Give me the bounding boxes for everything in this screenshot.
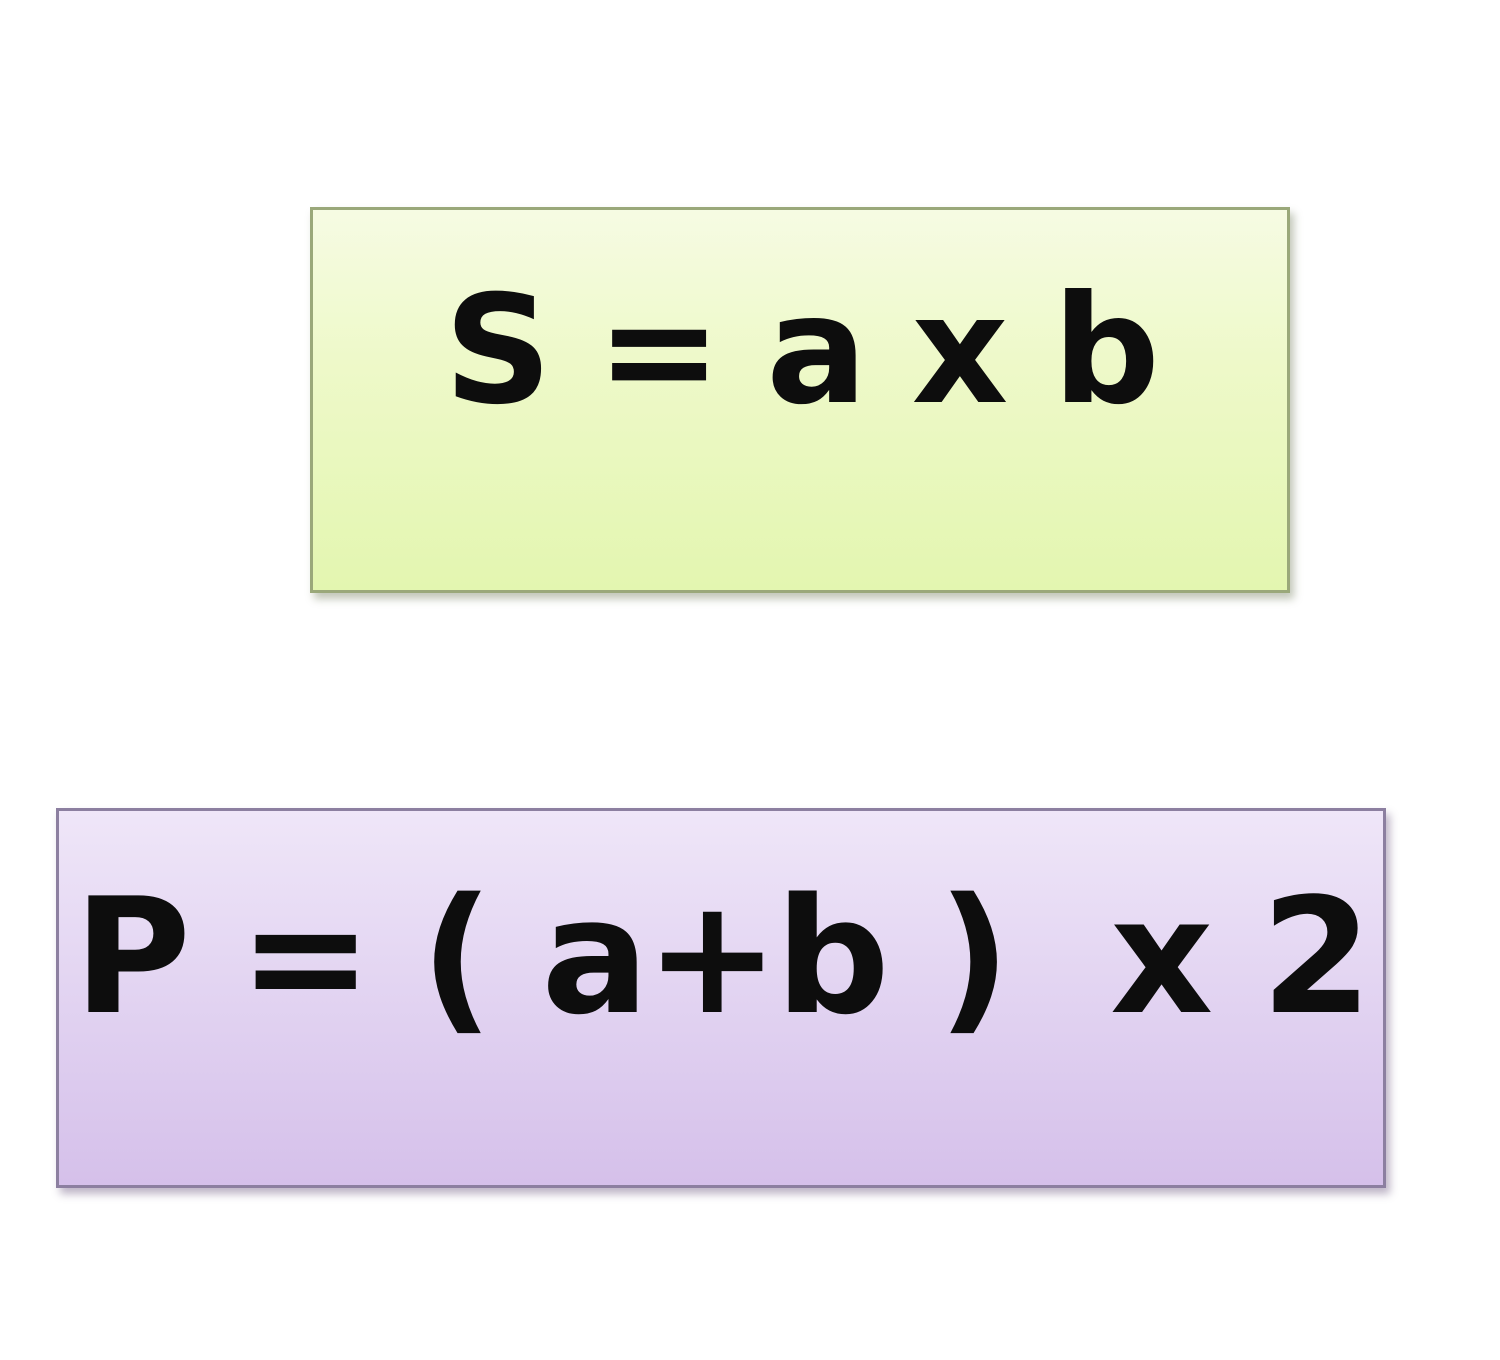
area-formula-box <box>310 207 1290 593</box>
area-formula-text: S = a x b <box>444 264 1156 438</box>
perimeter-formula-box <box>56 808 1386 1188</box>
perimeter-formula-text: P = ( a+b ) x 2 <box>73 863 1369 1050</box>
